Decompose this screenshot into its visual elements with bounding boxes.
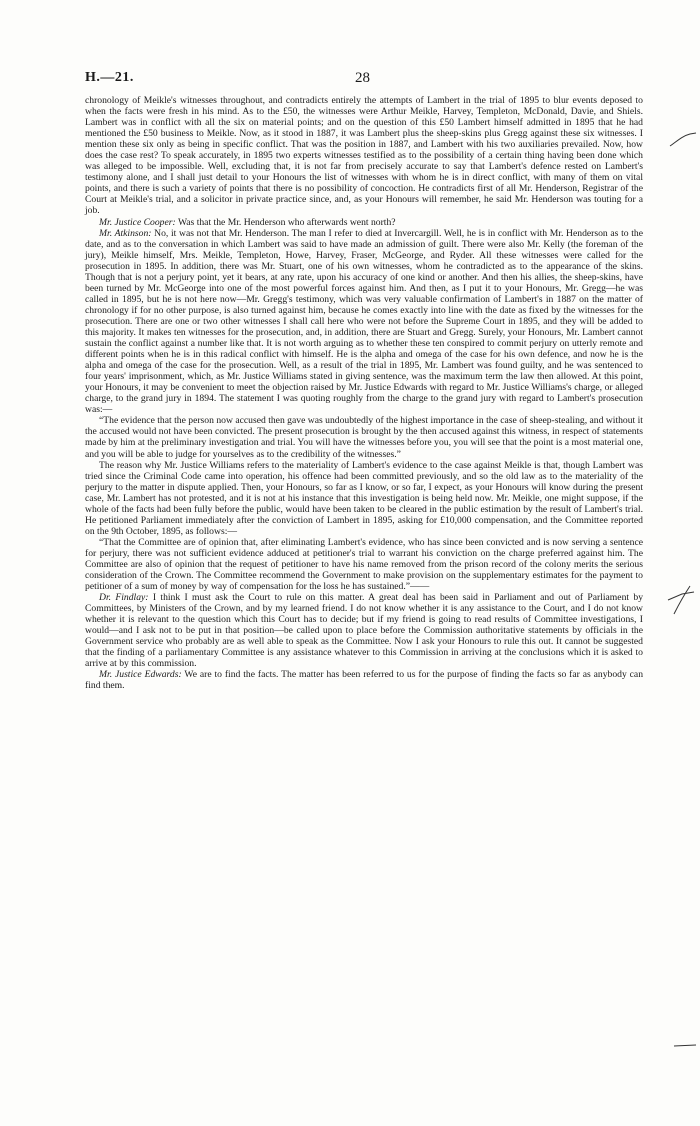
paragraph — [85, 669, 643, 691]
page-header — [85, 70, 640, 90]
paragraph-text: “The evidence that the person now accused then gave was undoubtedly of the highest importance in the case of sheep-stealing, and without it the accused would not have been convicted. The present prosecution is brought by the then accused against this witness, in respect of statements made by him at the preliminary investigation and trial. You will have the witnesses before you, you will see that the point is a most material one, and you will be able to judge for yourselves as to the credibility of the witnesses.” — [85, 415, 643, 460]
paragraph-text: The reason why Mr. Justice Williams refers to the materiality of Lambert's evidence to the case against Meikle is that, though Lambert was tried since the Criminal Code came into operation, his offence had been committed previously, and so the old law as to the materiality of the perjury to the matter in dispute applied. Then, your Honours, so far as I know, or so far, I expect, as your Honours will know during the present case, Mr. Lambert has not protested, and it is not at his instance that this investigation is being held now. Mr. Meikle, one might suppose, if the whole of the facts had been fully before the public, would have been taken to be cleared in the public estimation by the result of Lambert's trial. He petitioned Parliament immediately after the conviction of Lambert in 1895, asking for £10,000 compensation, and the Committee reported on the 9th October, 1895, as follows:— — [85, 459, 643, 537]
margin-pencil-mark — [668, 128, 698, 150]
paragraph-text: chronology of Meikle's witnesses throughout, and contradicts entirely the attempts of Lambert in the trial of 1895 to blur events deposed to when the facts were fresh in his mind. As to the £50, the witnesses were Arthur Meikle, Harvey, Templeton, McDonald, Davie, and Shiels. Lambert was in conflict with all the six on material points; and on the question of this £50 Lambert himself admitted in 1895 that he had mentioned the £50 business to Meikle. Now, as it stood in 1887, it was Lambert plus the sheep-skins plus Gregg against these six witnesses. I mention these six only as being in specific conflict. That was the position in 1887, and Lambert with his two auxiliaries prevailed. Now, how does the case rest? To speak accurately, in 1895 two experts witnesses testified as to the possibility of a certain thing having been done which was alleged to be impossible. Well, excluding that, it is not far from precisely accurate to say that Lambert's defence rested on Lambert's testimony alone, and I shall just detail to your Honours the list of witnesses with whom he is in direct conflict, with many of them on vital points, and there is such a variety of points that there is no possibility of concoction. He contradicts first of all Mr. Henderson, Registrar of the Court at Meikle's trial, and a solicitor in private practice since, and, as your Honours will remember, he said Mr. Henderson was touting for a job. — [85, 95, 643, 217]
quotation — [85, 537, 643, 592]
speaker-name: Mr. Justice Edwards: — [99, 669, 182, 681]
paragraph-text: We are to find the facts. The matter has been referred to us for the purpose of finding the facts so far as anybody can find them. — [85, 669, 644, 692]
speaker-name: Mr. Justice Cooper: — [99, 216, 176, 228]
paragraph-text: “That the Committee are of opinion that, after eliminating Lambert's evidence, who has since been convicted and is now serving a sentence for perjury, there was not sufficient evidence adduced at petitioner's trial to warrant his conviction on the charge preferred against him. The Committee are also of opinion that the request of petitioner to have his name removed from the prison record of the colony merits the serious consideration of the Crown. The Committee recommend the Government to make provision on the supplementary estimates for the payment to petitioner of a sum of money by way of compensation for the loss he has sustained.”—— — [85, 536, 643, 593]
paragraph — [85, 228, 643, 416]
paragraph-text: I think I must ask the Court to rule on this matter. A great deal has been said in Parliament and out of Parliament by Committees, by Ministers of the Crown, and by my learned friend. I do not know whether it is any assistance to the Court, and I do not know whether it is relevant to the question which this Court has to decide; but if my friend is going to read results of Committee investigations, I would—and I ask not to be put in that position—be called upon to place before the Commission authoritative statements by officials in the Government service who probably are as well able to speak as the Committee. Now I ask your Honours to rule this out. It cannot be suggested that the finding of a parliamentary Committee is any assistance whatever to this Commission in arriving at the conclusions which it is asked to arrive at by this commission. — [85, 592, 644, 670]
paragraph — [85, 217, 643, 228]
body-text — [85, 95, 643, 692]
paragraph-text: No, it was not that Mr. Henderson. The man I refer to died at Invercargill. Well, he is in conflict with Mr. Henderson as to the date, and as to the conversation in which Lambert was said to have made an admission of guilt. There were also Mr. Kelly (the foreman of the jury), Meikle himself, Mrs. Meikle, Templeton, Howe, Harvey, Fraser, McGeorge, and Ryder. All these witnesses were called for the prosecution in 1895. In addition, there was Mr. Stuart, one of his own witnesses, whom he contradicted as to the appearance of the skins. Though that is not a perjury point, yet it bears, at any rate, upon his accuracy of one kind or another. And then his allies, the sheep-skins, have been turned by Mr. McGeorge into one of the most powerful forces against him. And then, as I put it to your Honours, Mr. Gregg—he was called in 1895, but he is not here now—Mr. Gregg's testimony, which was very valuable confirmation of Lambert's in 1887 on the matter of chronology if for no other purpose, is also turned against him, because he comes exactly into line with the date as fixed by the witnesses for the prosecution. There are one or two other witnesses I shall call here who were not before the Supreme Court in 1895, and they will be added to this majority. It makes ten witnesses for the prosecution, and, in addition, there are Stuart and Gregg. Surely, your Honours, Mr. Lambert cannot sustain the conflict against a number like that. It is not worth arguing as to whether these ten conspired to commit perjury on utterly remote and different points when he is in this radical conflict with himself. He is the alpha and omega of the case for his own defence, and now he is the alpha and omega of the case for the prosecution. Well, as a result of the trial in 1895, Mr. Lambert was found guilty, and he was sentenced to four years' imprisonment, which, as Mr. Justice Williams stated in giving sentence, was the maximum term the law then allowed. At this point, your Honours, it may be convenient to meet the objection raised by Mr. Justice Edwards with regard to Mr. Justice Williams's charge, or alleged charge, to the grand jury in 1894. The statement I was quoting roughly from the charge to the grand jury with regard to Lambert's prosecution was:— — [85, 227, 643, 416]
paragraph — [85, 95, 643, 217]
paragraph — [85, 592, 643, 669]
margin-pencil-mark — [672, 1038, 698, 1054]
document-id: H.—21. — [85, 70, 134, 85]
paragraph — [85, 460, 643, 537]
page-number: 28 — [355, 70, 370, 86]
speaker-name: Mr. Atkinson: — [99, 227, 152, 239]
margin-pencil-mark — [664, 580, 698, 620]
quotation — [85, 415, 643, 459]
paragraph-text: Was that the Mr. Henderson who afterwards went north? — [177, 216, 396, 228]
speaker-name: Dr. Findlay: — [99, 592, 149, 604]
